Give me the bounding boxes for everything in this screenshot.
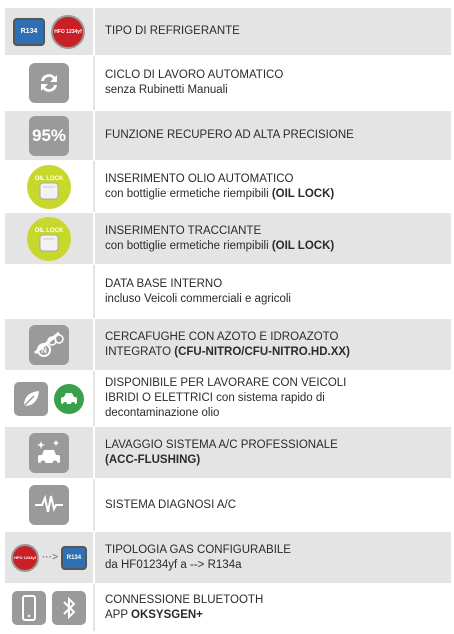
icon-cell — [5, 56, 95, 110]
car-wash-icon — [29, 433, 69, 473]
feature-subtitle: incluso Veicoli commerciali e agricoli — [105, 292, 291, 305]
feature-subtitle: APP OKSYSGEN+ — [105, 608, 203, 621]
feature-text — [95, 8, 451, 55]
r134-badge-icon: R134 — [13, 18, 45, 46]
feature-row-tracer-injection — [5, 213, 451, 265]
pulse-icon — [29, 485, 69, 525]
svg-text:N: N — [41, 345, 47, 355]
feature-title: DATA BASE INTERNO — [105, 277, 223, 290]
feature-row-auto-cycle — [5, 56, 451, 111]
feature-row-leak-detection — [5, 319, 451, 371]
arrow-icon: ···> — [42, 552, 58, 563]
feature-text — [95, 371, 451, 426]
feature-title: LAVAGGIO SISTEMA A/C PROFESSIONALE — [105, 438, 338, 451]
icon-cell — [5, 319, 95, 370]
svg-text:OIL LOCK: OIL LOCK — [34, 175, 64, 182]
feature-subtitle: senza Rubinetti Manuali — [105, 84, 228, 96]
icon-cell — [5, 111, 95, 160]
feature-subtitle: INTEGRATO (CFU-NITRO/CFU-NITRO.HD.XX) — [105, 345, 350, 358]
feature-title: INSERIMENTO OLIO AUTOMATICO — [105, 172, 294, 185]
feature-row-flushing — [5, 427, 451, 479]
icon-cell — [5, 161, 95, 212]
feature-row-oil-injection — [5, 161, 451, 213]
nitrogen-icon — [29, 325, 69, 365]
feature-row-bluetooth — [5, 584, 451, 632]
feature-text — [95, 532, 451, 583]
feature-subtitle: con bottiglie ermetiche riempibili (OIL LOCK) — [105, 239, 335, 252]
hfo-badge-icon: HFO 1234yf — [11, 544, 39, 572]
feature-title: TIPO DI REFRIGERANTE — [105, 25, 240, 37]
electric-car-icon — [54, 384, 84, 414]
hfo-badge-icon: HFO 1234yf — [51, 15, 85, 49]
feature-text — [95, 111, 451, 160]
feature-title: CONNESSIONE BLUETOOTH — [105, 593, 264, 606]
feature-subtitle: con bottiglie ermetiche riempibili (OIL LOCK) — [105, 187, 335, 200]
icon-cell — [5, 427, 95, 478]
feature-text — [95, 213, 451, 264]
r134-badge-icon: R134 — [61, 546, 87, 570]
feature-subtitle: decontaminazione olio — [105, 407, 220, 419]
feature-row-hybrid-electric — [5, 371, 451, 427]
icon-cell — [5, 584, 95, 631]
icon-cell — [5, 213, 95, 264]
feature-text — [95, 584, 451, 631]
feature-title: TIPOLOGIA GAS CONFIGURABILE — [105, 543, 291, 556]
feature-text — [95, 427, 451, 478]
feature-title: SISTEMA DIAGNOSI A/C — [105, 498, 237, 511]
feature-row-gas-config — [5, 532, 451, 584]
icon-cell — [5, 371, 95, 426]
feature-title: CICLO DI LAVORO AUTOMATICO — [105, 69, 284, 81]
feature-row-database — [5, 265, 451, 319]
feature-subtitle: da HF01234yf a --> R134a — [105, 558, 242, 571]
percent-95-icon: 95% — [29, 116, 69, 156]
feature-row-recovery — [5, 111, 451, 161]
smartphone-icon — [12, 591, 46, 625]
feature-row-refrigerant-type — [5, 8, 451, 56]
feature-title: CERCAFUGHE CON AZOTO E IDROAZOTO — [105, 330, 339, 343]
icon-cell — [5, 532, 95, 583]
oil-lock-icon — [27, 217, 71, 261]
feature-row-diagnosis — [5, 479, 451, 532]
icon-cell — [5, 479, 95, 531]
feature-title: INSERIMENTO TRACCIANTE — [105, 224, 262, 237]
leaf-icon — [14, 382, 48, 416]
icon-cell — [5, 8, 95, 55]
feature-subtitle: (ACC-FLUSHING) — [105, 453, 201, 466]
svg-text:OIL LOCK: OIL LOCK — [34, 227, 64, 234]
oil-lock-icon — [27, 165, 71, 209]
feature-text — [95, 56, 451, 110]
feature-title: DISPONIBILE PER LAVORARE CON VEICOLI — [105, 377, 347, 389]
refresh-icon — [29, 63, 69, 103]
feature-text — [95, 319, 451, 370]
feature-text — [95, 161, 451, 212]
feature-subtitle: IBRIDI O ELETTRICI con sistema rapido di — [105, 392, 325, 404]
feature-text — [95, 479, 451, 531]
bluetooth-icon — [52, 591, 86, 625]
icon-cell — [5, 265, 95, 318]
feature-table — [5, 8, 451, 632]
feature-title: FUNZIONE RECUPERO AD ALTA PRECISIONE — [105, 129, 354, 141]
feature-text — [95, 265, 451, 318]
